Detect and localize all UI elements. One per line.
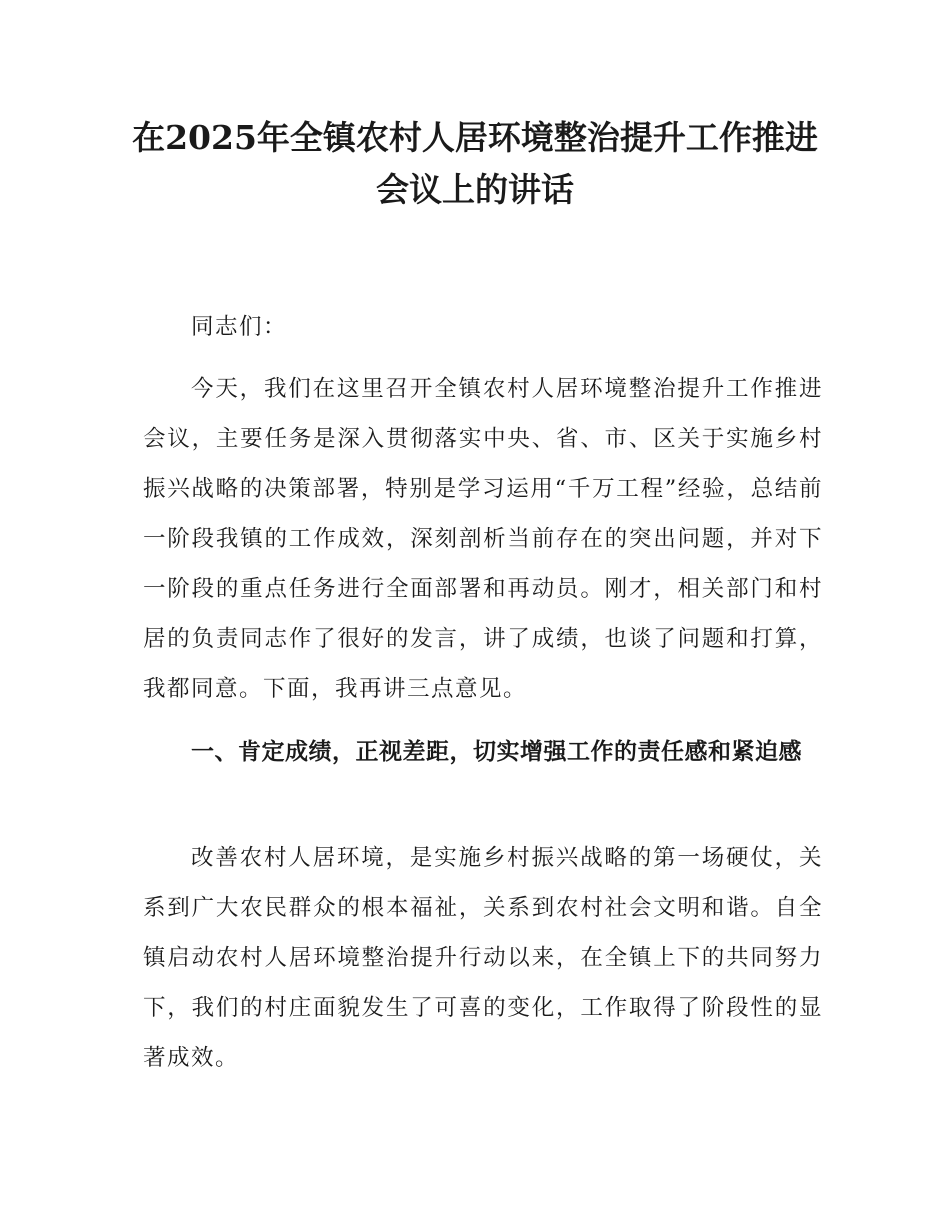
paragraph-introduction: 今天，我们在这里召开全镇农村人居环境整治提升工作推进会议，主要任务是深入贯彻落实中央、省、市、区关于实施乡村振兴战略的决策部署，特别是学习运用“千万工程”经验，总结前一阶段我镇的工作成效，深刻剖析当前存在的突出问题，并对下一阶段的重点任务进行全面部署和再动员。刚才，相关部门和村居的负责同志作了很好的发言，讲了成绩，也谈了问题和打算，我都同意。下面，我再讲三点意见。	[143, 376, 823, 702]
greeting: 同志们：	[191, 314, 288, 340]
document-title: 在2025年全镇农村人居环境整治提升工作推进会议上的讲话	[132, 118, 818, 209]
paragraph-section-1: 改善农村人居环境，是实施乡村振兴战略的第一场硬仗，关系到广大农民群众的根本福祉，关系到农村社会文明和谐。自全镇启动农村人居环境整治提升行动以来，在全镇上下的共同努力下，我们的村庄面貌发生了可喜的变化，工作取得了阶段性的显著成效。	[143, 845, 823, 1071]
section-heading-1: 一、肯定成绩，正视差距，切实增强工作的责任感和紧迫感	[191, 739, 802, 765]
